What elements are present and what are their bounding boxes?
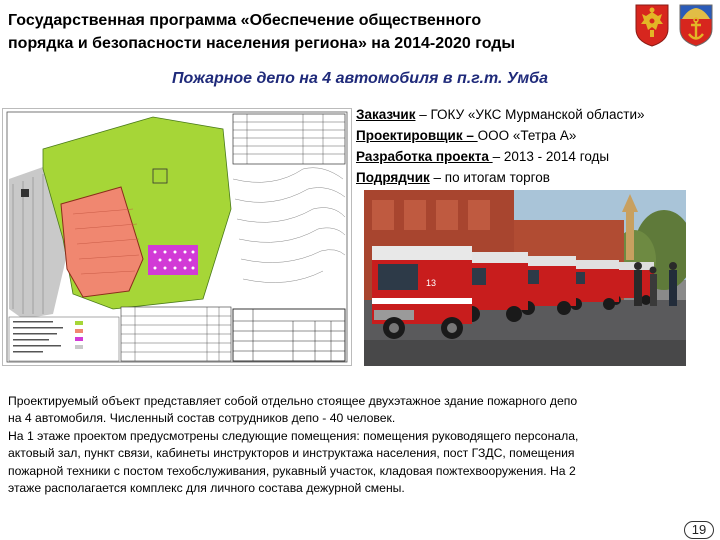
contractor-value: – по итогам торгов [429, 170, 550, 185]
fire-trucks-photo [364, 190, 686, 366]
development-value: – 2013 - 2014 годы [492, 149, 610, 164]
project-description [8, 393, 692, 497]
page-title-line-2: порядка и безопасности населения региона» на 2014-2020 годы [8, 35, 516, 52]
description-line: актовый зал, пункт связи, кабинеты инструкторов и инструктажа населения, пост ГЗДС, помещения [8, 446, 575, 461]
customer-label: Заказчик [356, 107, 416, 122]
description-line: пожарной техники с постом техобслуживания, рукавный участок, кладовая пожтехвооружения. На 2 [8, 463, 576, 478]
project-info [356, 104, 716, 188]
designer-value: ООО «Тетра А» [477, 128, 577, 143]
murmansk-region-emblem-icon [678, 3, 714, 47]
description-line: Проектируемый объект представляет собой отдельно стоящее двухэтажное здание пожарного депо [8, 394, 578, 408]
truck-number: 13 [426, 278, 437, 288]
customer-value: – ГОКУ «УКС Мурманской области» [415, 107, 645, 122]
development-row [356, 146, 716, 167]
contractor-row [356, 167, 716, 188]
description-line: этаже располагается комплекс для личного состава дежурной смены. [8, 481, 405, 496]
designer-row [356, 125, 716, 146]
project-subtitle: Пожарное депо на 4 автомобиля в п.г.т. Умба [172, 70, 548, 87]
site-plan-drawing [2, 108, 352, 366]
description-line: На 1 этаже проектом предусмотрены следующие помещения: помещения руководящего персонала, [8, 428, 579, 443]
page-number: 19 [684, 521, 714, 539]
development-label: Разработка проекта [356, 149, 493, 164]
page-title [8, 9, 608, 55]
contractor-label: Подрядчик [356, 170, 430, 185]
russia-coat-of-arms-icon [634, 3, 670, 47]
designer-label: Проектировщик – [356, 128, 478, 143]
page-title-line-1: Государственная программа «Обеспечение общественного [8, 12, 482, 29]
description-line: на 4 автомобиля. Численный состав сотрудников депо - 40 человек. [8, 411, 396, 426]
customer-row [356, 104, 716, 125]
